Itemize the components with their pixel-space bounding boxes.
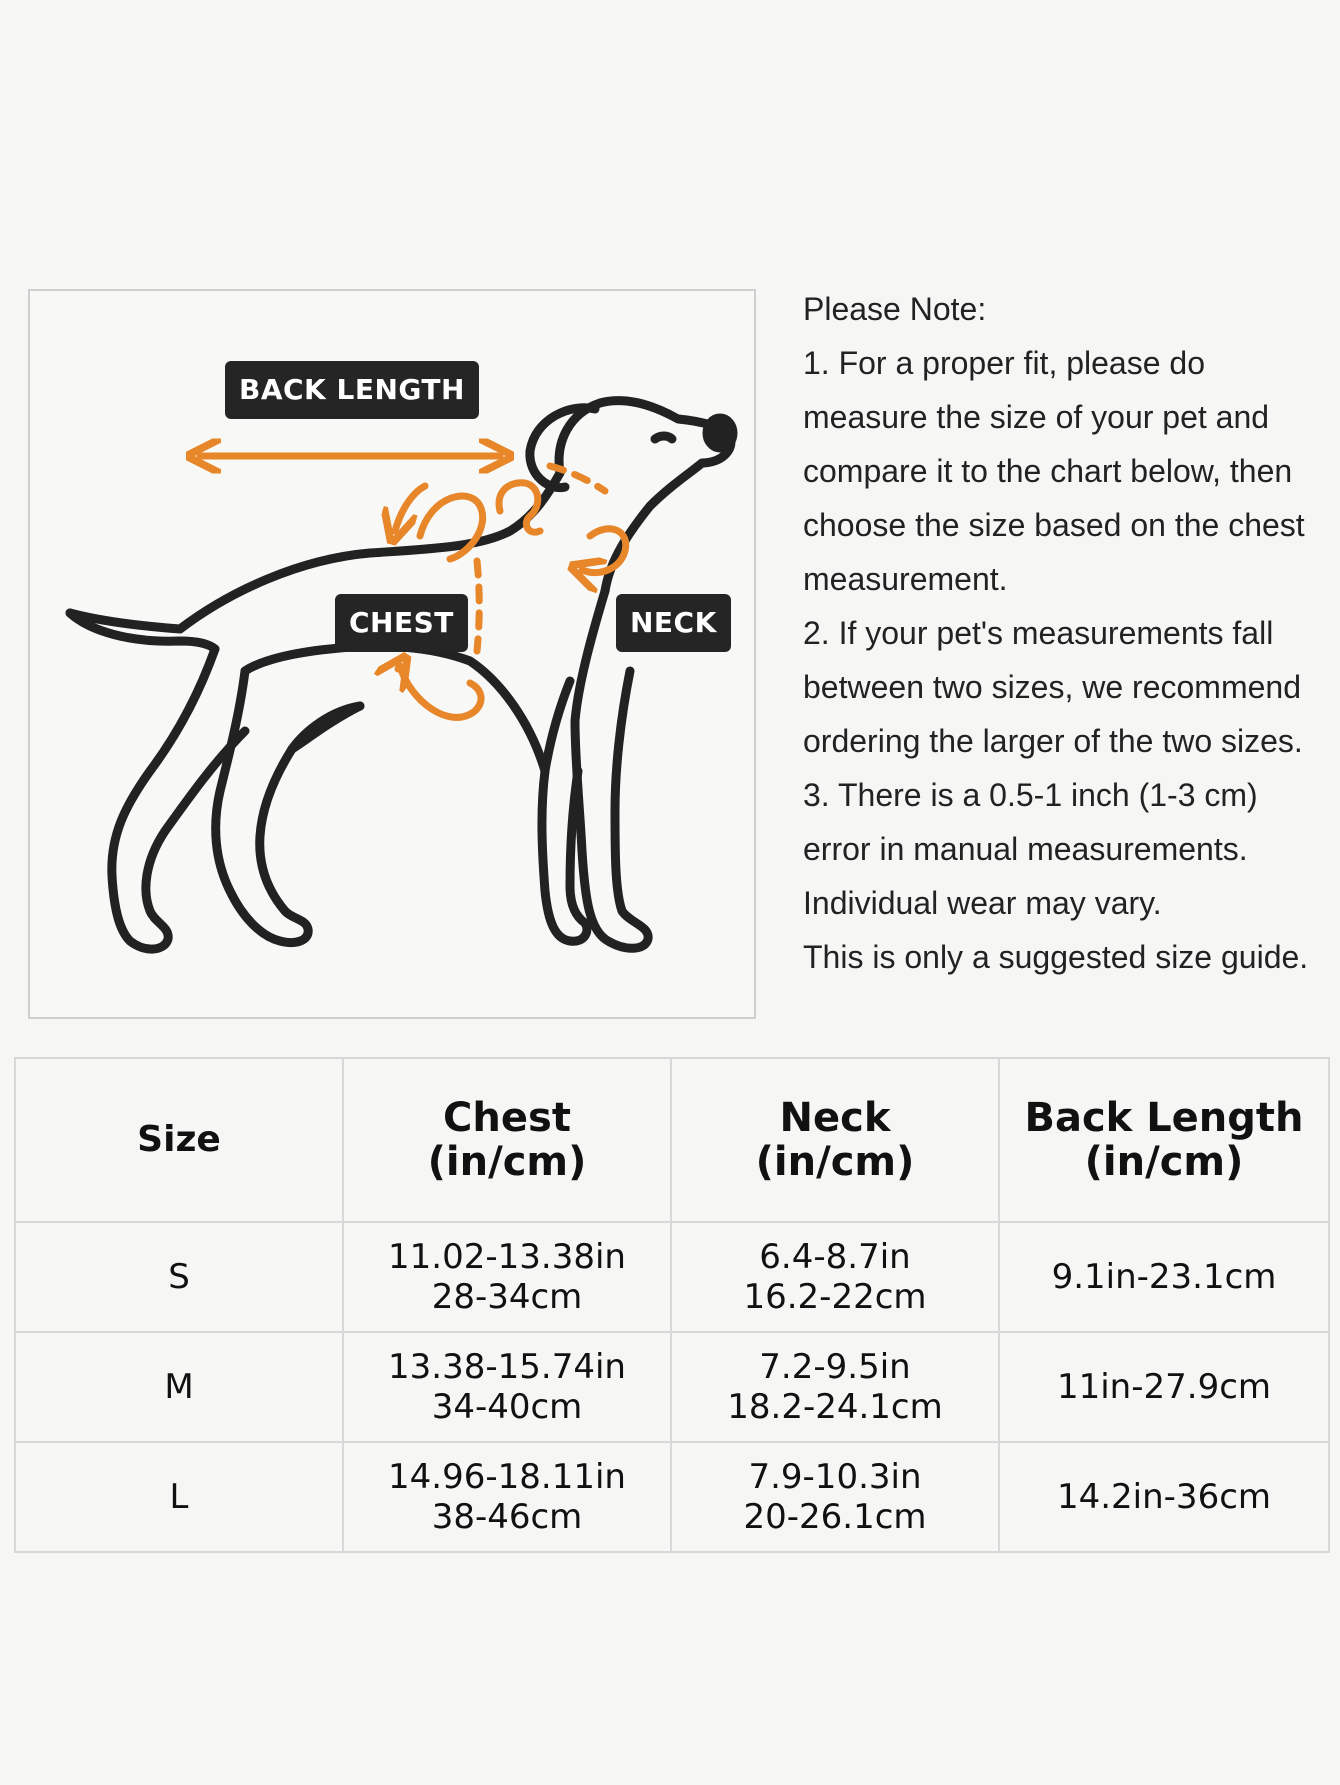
chest-cell: 13.38-15.74in 34-40cm xyxy=(343,1332,671,1442)
table-header-row xyxy=(15,1058,1329,1222)
chest-label: CHEST xyxy=(335,594,468,652)
chest-cell: 11.02-13.38in 28-34cm xyxy=(343,1222,671,1332)
header-back-length: Back Length (in/cm) xyxy=(999,1058,1329,1222)
neck-cell: 7.9-10.3in 20-26.1cm xyxy=(671,1442,999,1552)
table-row xyxy=(15,1442,1329,1552)
note-line: compare it to the chart below, then xyxy=(803,453,1293,489)
size-cell: S xyxy=(15,1222,343,1332)
note-title: Please Note: xyxy=(803,291,987,327)
header-neck: Neck (in/cm) xyxy=(671,1058,999,1222)
back-length-cell: 14.2in-36cm xyxy=(999,1442,1329,1552)
back-length-label: BACK LENGTH xyxy=(225,361,479,419)
back-length-cell: 9.1in-23.1cm xyxy=(999,1222,1329,1332)
neck-cell: 6.4-8.7in 16.2-22cm xyxy=(671,1222,999,1332)
note-line: 2. If your pet's measurements fall xyxy=(803,615,1274,651)
note-line: measurement. xyxy=(803,561,1008,597)
back-length-cell: 11in-27.9cm xyxy=(999,1332,1329,1442)
size-cell: M xyxy=(15,1332,343,1442)
note-line: between two sizes, we recommend xyxy=(803,669,1301,705)
chest-cell: 14.96-18.11in 38-46cm xyxy=(343,1442,671,1552)
header-size: Size xyxy=(15,1058,343,1222)
chest-dashed-line xyxy=(477,561,479,651)
note-line: 3. There is a 0.5-1 inch (1-3 cm) xyxy=(803,777,1258,813)
note-line: measure the size of your pet and xyxy=(803,399,1270,435)
note-line: Individual wear may vary. xyxy=(803,885,1162,921)
measurement-arrows xyxy=(200,456,626,717)
please-note-section xyxy=(803,282,1338,984)
table-row xyxy=(15,1332,1329,1442)
measurement-figure xyxy=(28,289,756,1019)
table-row xyxy=(15,1222,1329,1332)
neck-cell: 7.2-9.5in 18.2-24.1cm xyxy=(671,1332,999,1442)
chest-arrow-bottom xyxy=(400,666,481,717)
size-cell: L xyxy=(15,1442,343,1552)
note-line: This is only a suggested size guide. xyxy=(803,939,1309,975)
note-line: 1. For a proper fit, please do xyxy=(803,345,1205,381)
note-line: error in manual measurements. xyxy=(803,831,1248,867)
note-line: ordering the larger of the two sizes. xyxy=(803,723,1303,759)
size-chart-table xyxy=(14,1057,1330,1553)
neck-label: NECK xyxy=(616,594,731,652)
header-chest: Chest (in/cm) xyxy=(343,1058,671,1222)
note-line: choose the size based on the chest xyxy=(803,507,1305,543)
